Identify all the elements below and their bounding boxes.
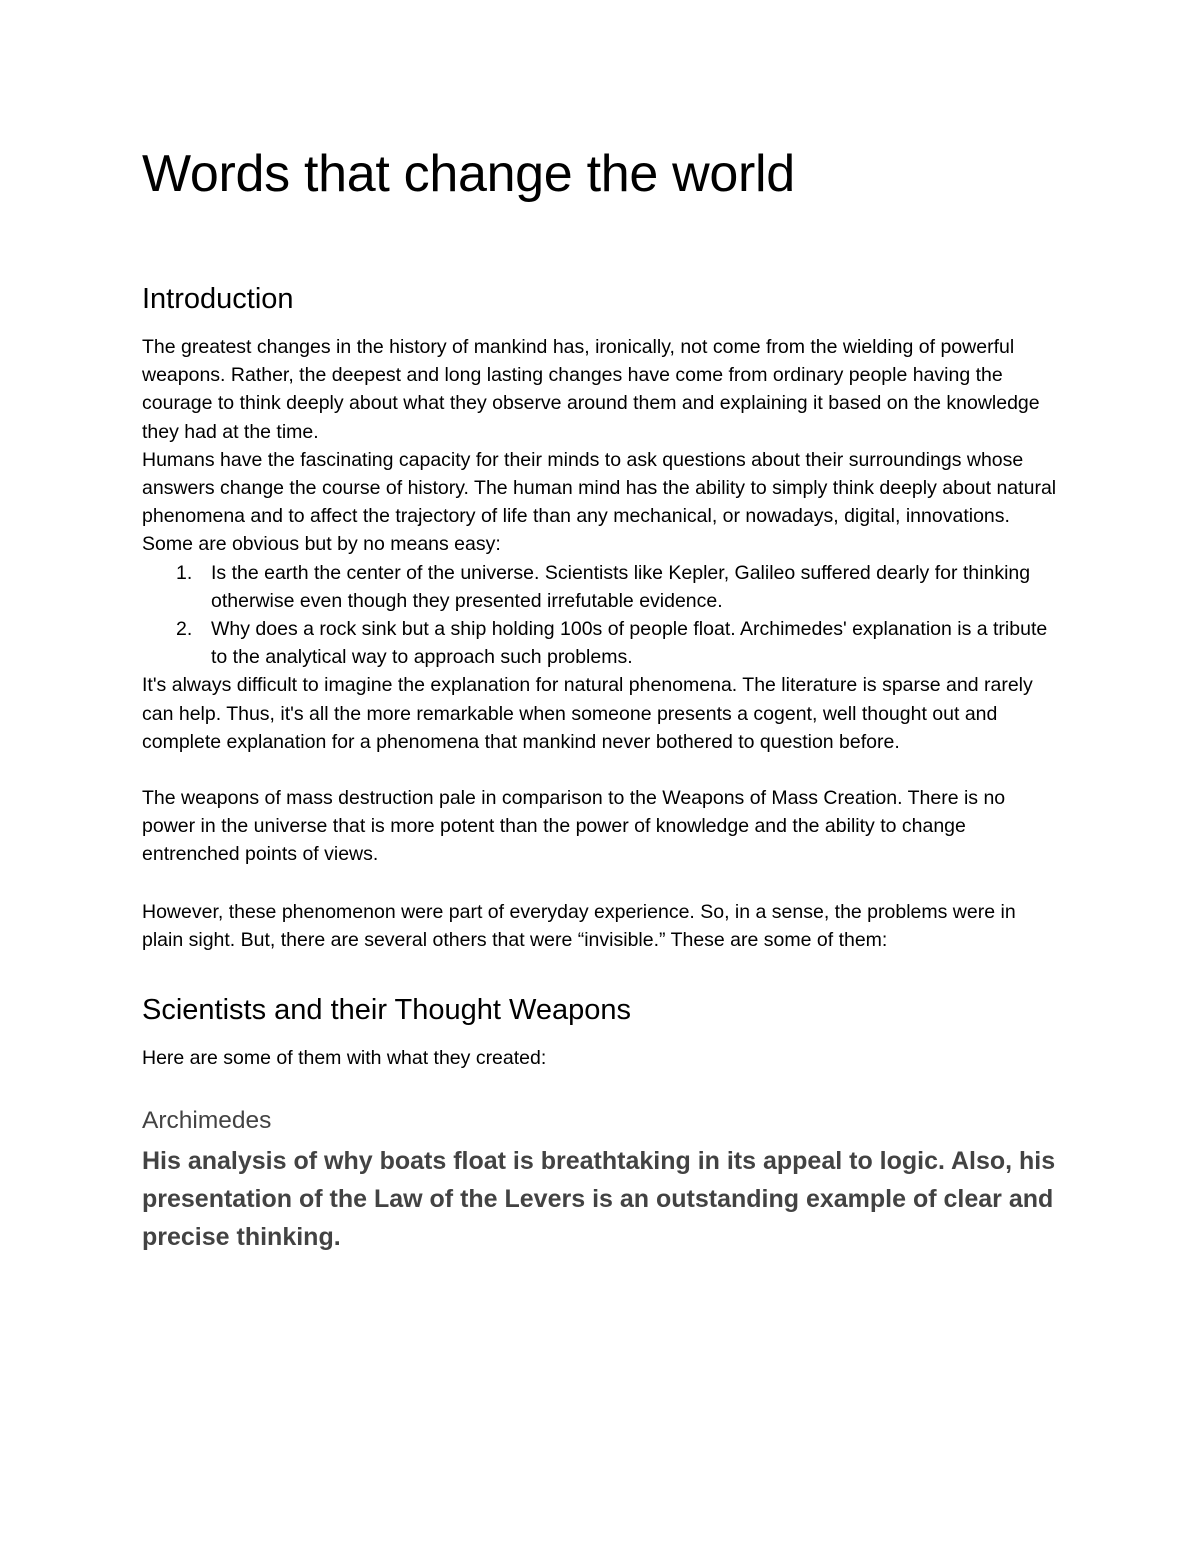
- phenomenon-paragraph: [142, 898, 1062, 954]
- scientists-intro-text: Here are some of them with what they created:: [142, 1047, 547, 1069]
- introduction-paragraph-5: However, these phenomenon were part of everyday experience. So, in a sense, the problems were in plain sight. But, there are several others that were “invisible.” These are some of them:: [142, 901, 1016, 952]
- list-item: [142, 559, 1062, 615]
- list-item: [142, 615, 1062, 671]
- introduction-paragraph-1: The greatest changes in the history of mankind has, ironically, not come from the wielding of powerful weapons. Rather, the deepest and long lasting changes have come from ordinary people having the courage to think deeply about what they observe around them and explaining it based on the knowledge they had at the time.: [142, 336, 1040, 443]
- document-title: Words that change the world: [142, 145, 795, 203]
- weapons-paragraph: [142, 784, 1062, 869]
- introduction-body: [142, 333, 1062, 756]
- archimedes-description: His analysis of why boats float is breathtaking in its appeal to logic. Also, his presentation of the Law of the Levers is an outstanding example of clear and precise thinking.: [142, 1147, 1056, 1251]
- list-item-number: 2.: [176, 618, 193, 641]
- introduction-paragraph-3: It's always difficult to imagine the explanation for natural phenomena. The literature is sparse and rarely can help. Thus, it's all the more remarkable when someone presents a cogent, well thought out and complete explanation for a phenomena that mankind never bothered to question before.: [142, 674, 1033, 753]
- introduction-paragraph-4: The weapons of mass destruction pale in comparison to the Weapons of Mass Creation. There is no power in the universe that is more potent than the power of knowledge and the ability to change entrenched points of views.: [142, 787, 1006, 866]
- introduction-paragraph-2: Humans have the fascinating capacity for their minds to ask questions about their surroundings whose answers change the course of history. The human mind has the ability to simply think deeply about natural phenomena and to affect the trajectory of life than any mechanical, or nowadays, digital, innovations. Some are obvious but by no means easy:: [142, 448, 1057, 556]
- introduction-heading: Introduction: [142, 283, 294, 315]
- questions-list: [142, 559, 1062, 672]
- list-item-number: 1.: [176, 561, 193, 584]
- scientists-intro: [142, 1044, 1062, 1072]
- list-item-text: Is the earth the center of the universe. Scientists like Kepler, Galileo suffered dearly for thinking otherwise even though they presented irrefutable evidence.: [211, 561, 1031, 612]
- archimedes-heading: Archimedes: [142, 1107, 272, 1134]
- list-item-text: Why does a rock sink but a ship holding 100s of people float. Archimedes' explanation is a tribute to the analytical way to approach such problems.: [211, 618, 1048, 669]
- scientists-heading: Scientists and their Thought Weapons: [142, 994, 632, 1026]
